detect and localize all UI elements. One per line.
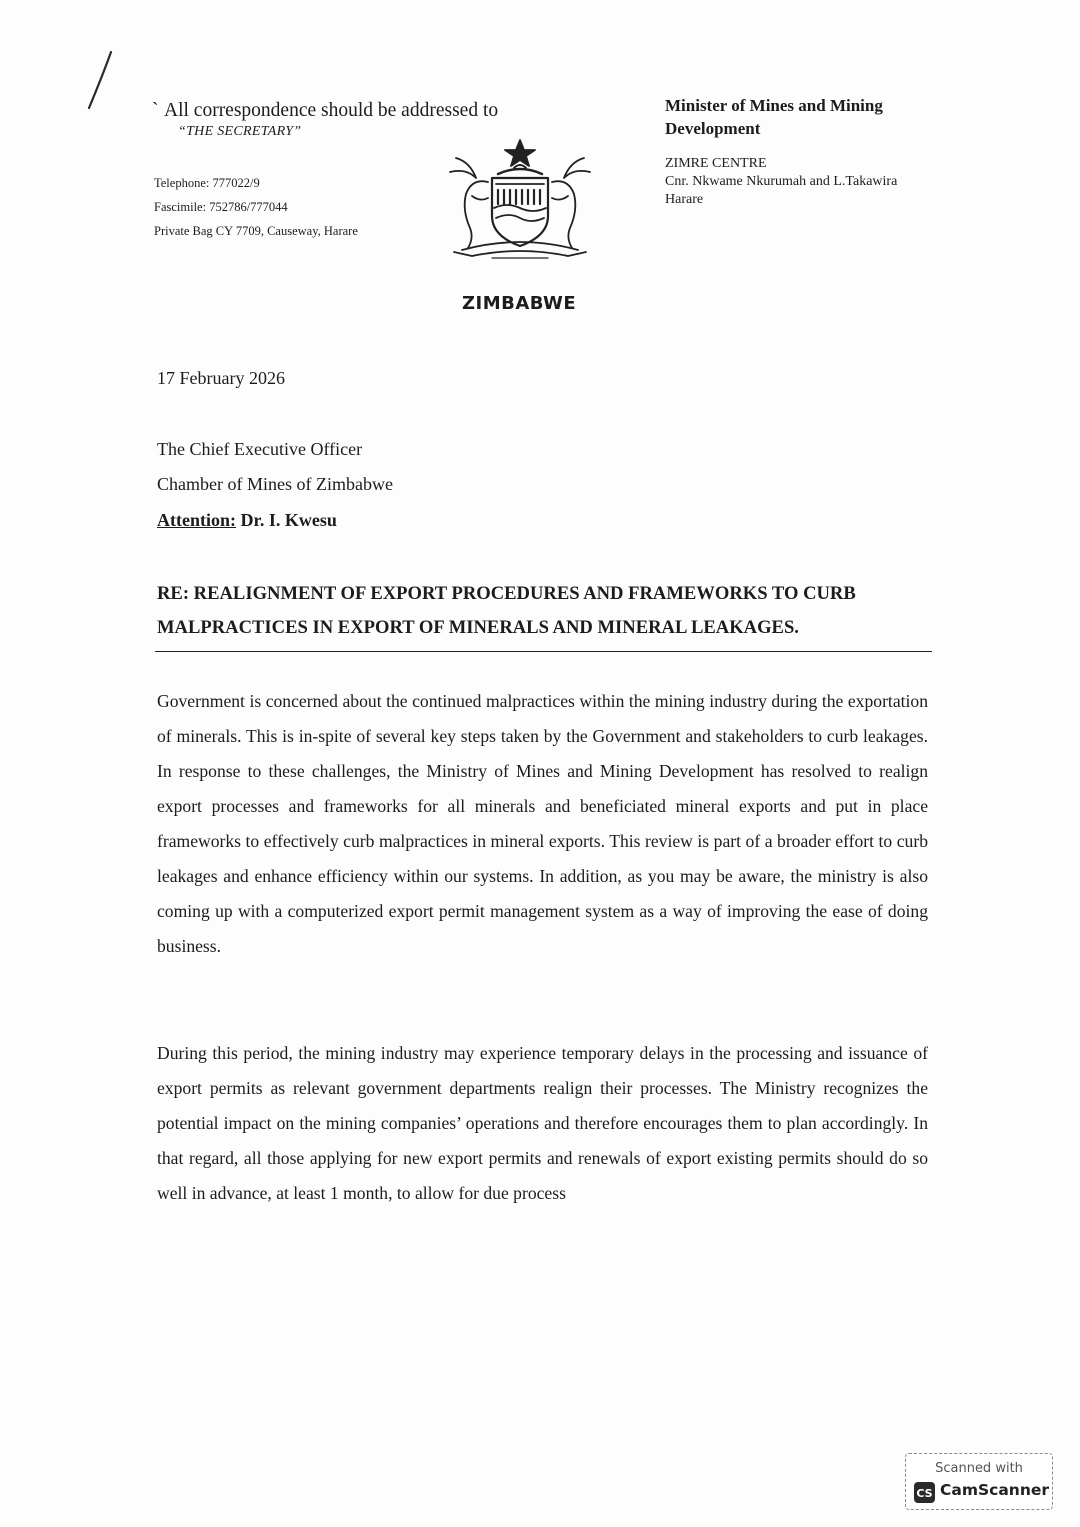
address-line-2: Cnr. Nkwame Nkurumah and L.Takawira	[665, 174, 898, 189]
private-bag: Private Bag CY 7709, Causeway, Harare	[154, 224, 358, 238]
camscanner-watermark	[905, 1453, 1053, 1510]
scanned-with-label: Scanned with	[935, 1461, 1023, 1476]
correspondence-line: ˋ All correspondence should be addressed to	[152, 100, 499, 121]
subject-underline-divider	[155, 651, 932, 652]
body-paragraph-1: Government is concerned about the continued malpractices within the mining industry during the exportation of minerals. This is in-spite of several key steps taken by the Government and stakeholders to curb leakages. In response to these challenges, the Ministry of Mines and Mining Development has resolved to realign export processes and frameworks for all minerals and beneficiated mineral exports and put in place frameworks to effectively curb malpractices in mineral exports. This review is part of a broader effort to curb leakages and enhance efficiency within our systems. In addition, as you may be aware, the ministry is also coming up with a computerized export permit management system as a way of improving the ease of doing business.	[157, 691, 928, 956]
address-line-3: Harare	[665, 192, 704, 207]
letter-date: 17 February 2026	[157, 368, 285, 388]
attention-line	[157, 510, 337, 531]
camscanner-brand: CamScanner	[940, 1481, 1050, 1499]
subject-heading: RE: REALIGNMENT OF EXPORT PROCEDURES AND FRAMEWORKS TO CURB MALPRACTICES IN EXPORT OF MINERALS AND MINERAL LEAKAGES.	[157, 583, 856, 638]
camscanner-logo-icon	[914, 1482, 935, 1503]
svg-text:CS: CS	[916, 1487, 933, 1500]
body-paragraph-2: During this period, the mining industry may experience temporary delays in the processing and issuance of export permits as relevant government departments realign their processes. The Ministry recognizes the potential impact on the mining companies’ operations and therefore encourages them to plan accordingly. In that regard, all those applying for new export permits and renewals of export existing permits should do so well in advance, at least 1 month, to allow for due process	[157, 1043, 928, 1203]
coat-of-arms-emblem	[432, 138, 608, 264]
attention-label: Attention:	[157, 510, 236, 530]
minister-title: Minister of Mines and Mining Development	[665, 96, 883, 138]
telephone: Telephone: 777022/9	[154, 176, 260, 190]
address-line-1: ZIMRE CENTRE	[665, 156, 767, 171]
facsimile: Fascimile: 752786/777044	[154, 200, 288, 214]
pen-mark	[84, 48, 118, 112]
country-label: ZIMBABWE	[462, 293, 577, 314]
secretary-line: “THE SECRETARY”	[178, 124, 302, 139]
attention-name: Dr. I. Kwesu	[236, 510, 337, 530]
recipient-title: The Chief Executive Officer	[157, 439, 363, 459]
recipient-org: Chamber of Mines of Zimbabwe	[157, 474, 393, 494]
